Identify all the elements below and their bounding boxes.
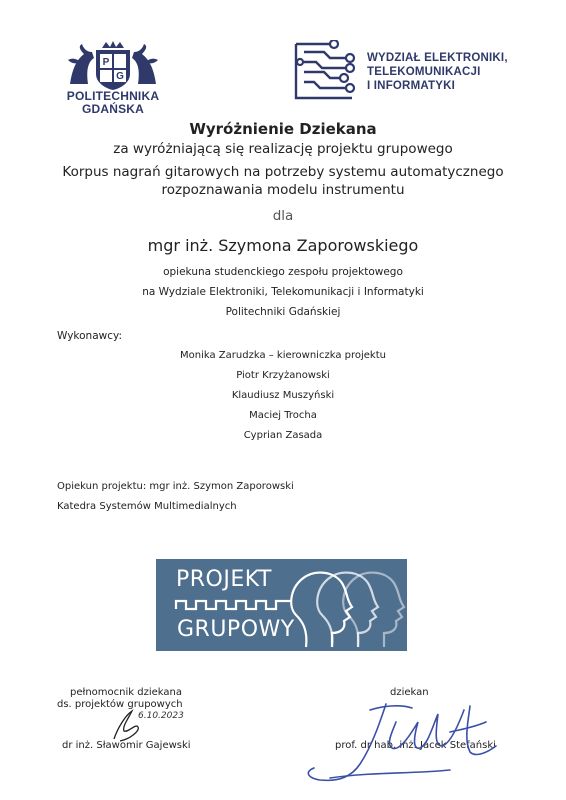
- project-supervisor: Opiekun projektu: mgr inż. Szymon Zaporowski: [57, 481, 294, 492]
- right-handwritten-signature: [300, 692, 510, 792]
- handwritten-date: 6.10.2023: [138, 711, 184, 721]
- faculty-name-line2: TELEKOMUNIKACJI: [367, 66, 481, 78]
- faculty-name-line3: I INFORMATYKI: [367, 80, 455, 92]
- pg-name-line1: POLITECHNIKA: [66, 89, 160, 103]
- recipient-role-line1: opiekuna studenckiego zespołu projektowego: [163, 266, 403, 278]
- left-handwritten-signature: [108, 705, 148, 745]
- certificate-title: Wyróżnienie Dziekana: [189, 120, 377, 138]
- circuit-board-icon: [290, 40, 362, 102]
- project-title-line1: Korpus nagrań gitarowych na potrzeby systemu automatycznego: [62, 164, 504, 180]
- left-signatory-title1: pełnomocnik dziekana: [70, 687, 182, 698]
- recipient-name: mgr inż. Szymona Zaporowskiego: [147, 236, 419, 255]
- projekt-grupowy-banner: [156, 559, 407, 651]
- pg-name-line2: GDAŃSKA: [81, 102, 145, 116]
- pg-shield-letter-p: P: [102, 57, 110, 68]
- team-member: Cyprian Zasada: [243, 430, 323, 441]
- team-member: Maciej Trocha: [249, 410, 317, 421]
- right-signatory-name: prof. dr hab. inż. Jacek Stefański: [335, 740, 496, 751]
- politechnika-gdanska-logo: [58, 40, 168, 120]
- right-signatory-title: dziekan: [390, 687, 429, 698]
- certificate-subtitle: za wyróżniającą się realizację projektu grupowego: [113, 141, 453, 157]
- department-name: Katedra Systemów Multimedialnych: [57, 501, 237, 512]
- left-signatory-name: dr inż. Sławomir Gajewski: [62, 740, 191, 751]
- left-signatory-title2: ds. projektów grupowych: [57, 699, 183, 710]
- team-member: Monika Zarudzka – kierowniczka projektu: [180, 350, 386, 361]
- banner-line1: PROJEKT: [176, 567, 272, 592]
- team-label: Wykonawcy:: [57, 330, 122, 342]
- faculty-name-line1: WYDZIAŁ ELEKTRONIKI,: [367, 52, 508, 64]
- project-title-line2: rozpoznawania modelu instrumentu: [161, 182, 405, 198]
- for-label: dla: [272, 208, 294, 224]
- banner-line2: GRUPOWY: [177, 617, 295, 642]
- recipient-role-line2: na Wydziale Elektroniki, Telekomunikacji i Informatyki: [142, 286, 424, 298]
- faculty-logo: [290, 40, 530, 110]
- team-member: Klaudiusz Muszyński: [231, 390, 335, 401]
- team-member: Piotr Krzyżanowski: [236, 370, 330, 381]
- recipient-role-line3: Politechniki Gdańskiej: [225, 306, 341, 318]
- pg-griffin-emblem-icon: [66, 40, 160, 92]
- pg-shield-letter-g: G: [116, 71, 124, 82]
